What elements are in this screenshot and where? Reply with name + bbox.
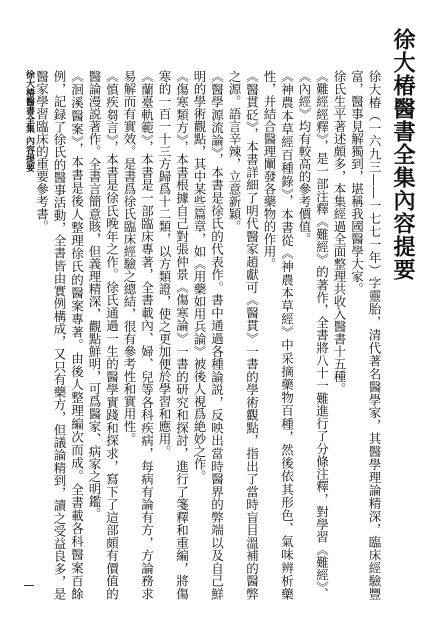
- page-mark: [24, 585, 34, 586]
- running-header: 徐大椿醫書全集 內容提要: [24, 70, 34, 173]
- paragraph: 《醫貫砭》，本書詳細了明代醫家趙獻可《醫貫》一書的學術觀點，指出了當時盲目溫補的醫弊之源。語言辛辣，立意新穎。: [227, 70, 260, 600]
- paragraph: 《醫學源流論》，本書是徐氏的代表作。書中通過各種論説，反映出當時醫界的弊端以及自己鮮明的學術觀點，其中某些篇章，如《用藥如用兵論》被後人視爲絶妙之作。: [192, 70, 225, 600]
- paragraph: 《難經經釋》，是一部注釋《難經》的著作，全書將八十一難進行了分條注釋，對學習《難經》、《內經》均有較高的參考價值。: [297, 70, 330, 600]
- paragraph: 《蘭臺軌範》，本書是一部臨床專著，全書載內、婦、兒等各科疾病，每病有論有方，方論務求易解而有實效。是書爲徐氏臨床經驗之總結，很有參考性和實用性。: [122, 70, 155, 600]
- paragraph: 《神農本草經百種錄》，本書從《神農本草經》中采摘藥物百種，然後依其形色、氣味辨析藥性，并結合醫理闡發各藥物的作用。: [262, 70, 295, 600]
- body-text: [34, 70, 383, 600]
- paragraph: 《傷寒類方》，本書根據自己對張仲景《傷寒論》一書的研究和探討，進行了箋釋和重編，將傷寒的一百一十三方歸爲十二類，以方類證，使之更加便於學習和應用。: [157, 70, 190, 600]
- paragraph: 徐大椿（一六九三——一七七一年）字靈胎，清代著名醫學家，其醫學理論精深，臨床經驗豐富，醫事見解獨到，堪稱我國醫學大家。: [349, 70, 382, 600]
- paragraph: 《洄溪醫案》，本書是後人整理徐氏的醫案專著。由後人整理編次而成。全書載各科醫案百餘例，記録了徐氏的醫事活動，全書皆由實例構成，又只有藥方，但議論精到，讀之受益良多，是醫家學習臨床的重要參考書。: [34, 70, 85, 600]
- page-title: 徐大椿醫書全集內容提要: [390, 28, 415, 281]
- paragraph: 徐氏生平著述頗多，本集經過全面整理共收入醫書十五種。: [332, 70, 347, 395]
- paragraph: 《慎疾芻言》，本書是徐氏晚年之作。徐氏通過一生的醫學實踐和探求，寫下了這部頗有價值的醫論漫説著作。全書言簡意賅，但義理精深，觀點鮮明，可爲醫家、病家之明鑑。: [87, 70, 120, 600]
